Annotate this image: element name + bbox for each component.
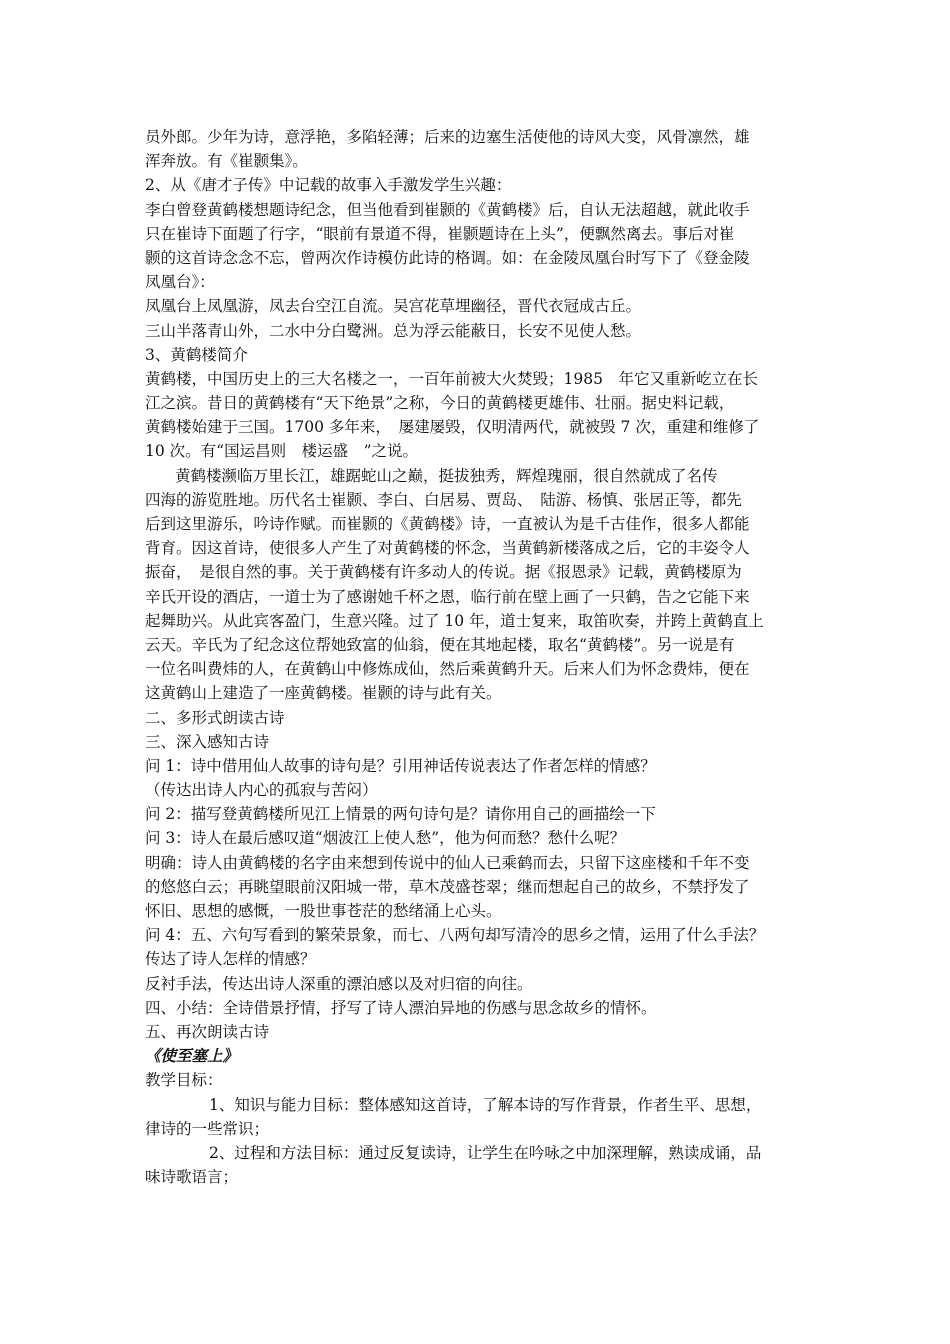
text-line: 的悠悠白云；再眺望眼前汉阳城一带，草木茂盛苍翠；继而想起自己的故乡，不禁抒发了 xyxy=(145,877,750,896)
document-page xyxy=(145,125,815,1189)
text-line: 问 1：诗中借用仙人故事的诗句是？引用神话传说表达了作者怎样的情感？ xyxy=(145,756,656,775)
text-line: 颢的这首诗念念不忘，曾两次作诗模仿此诗的格调。如：在金陵凤凰台时写下了《登金陵 xyxy=(145,248,750,267)
text-line: 云天。辛氏为了纪念这位帮她致富的仙翁，便在其地起楼，取名“黄鹤楼”。另一说是有 xyxy=(145,635,735,654)
text-line: 问 3：诗人在最后感叹道“烟波江上使人愁”，他为何而愁？愁什么呢？ xyxy=(145,829,626,848)
text-line: 四、小结：全诗借景抒情，抒写了诗人漂泊异地的伤感与思念故乡的情怀。 xyxy=(145,998,657,1017)
text-line: 浑奔放。有《崔颢集》。 xyxy=(145,152,308,171)
text-line: 黄鹤楼濒临万里长江，雄踞蛇山之巅，挺拔独秀，辉煌瑰丽，很自然就成了名传 xyxy=(175,466,718,485)
text-line: 律诗的一些常识； xyxy=(145,1119,270,1138)
text-line: 后到这里游乐，吟诗作赋。而崔颢的《黄鹤楼》诗，一直被认为是千古佳作，很多人都能 xyxy=(145,515,750,533)
text-line: 五、再次朗读古诗 xyxy=(145,1022,270,1041)
text-line: 辛氏开设的酒店，一道士为了感谢她千杯之恩，临行前在壁上画了一只鹤，告之它能下来 xyxy=(145,587,750,606)
text-line: 3、黄鹤楼简介 xyxy=(145,345,248,364)
text-line: 李白曾登黄鹤楼想题诗纪念，但当他看到崔颢的《黄鹤楼》后，自认无法超越，就此收手 xyxy=(145,200,750,219)
text-line: 员外郎。少年为诗，意浮艳，多陷轻薄；后来的边塞生活使他的诗风大变，风骨凛然，雄 xyxy=(145,128,750,146)
text-line: 明确：诗人由黄鹤楼的名字由来想到传说中的仙人已乘鹤而去，只留下这座楼和千年不变 xyxy=(145,853,750,872)
text-line: 四海的游览胜地。历代名士崔颢、李白、白居易、贾岛、 陆游、杨慎、张居正等，都先 xyxy=(145,490,742,509)
text-line: 三、深入感知古诗 xyxy=(145,732,270,751)
text-line: 背育。因这首诗，使很多人产生了对黄鹤楼的怀念，当黄鹤新楼落成之后，它的丰姿令人 xyxy=(145,539,750,558)
text-line: 怀旧、思想的感慨，一股世事苍茫的愁绪涌上心头。 xyxy=(145,902,502,920)
text-line: 反衬手法，传达出诗人深重的漂泊感以及对归宿的向往。 xyxy=(145,974,533,993)
text-line: 只在崔诗下面题了行字，“眼前有景道不得，崔颢题诗在上头”，便飘然离去。事后对崔 xyxy=(145,224,735,243)
text-line: 问 4：五、六句写看到的繁荣景象，而七、八两句却写清冷的思乡之情，运用了什么手法？ xyxy=(145,926,765,945)
text-line: 凤凰台上凤凰游，凤去台空江自流。吴宫花草埋幽径，晋代衣冠成古丘。 xyxy=(145,297,642,316)
text-line: 黄鹤楼始建于三国。1700 多年来， 屡建屡毁，仅明清两代，就被毁 7 次，重建和维修了 xyxy=(145,418,760,437)
text-line: 起舞助兴。从此宾客盈门，生意兴隆。过了 10 年，道士复来，取笛吹奏，并跨上黄鹤直上 xyxy=(145,611,764,630)
text-line: 一位名叫费炜的人，在黄鹤山中修炼成仙，然后乘黄鹤升天。后来人们为怀念费炜，便在 xyxy=(145,660,750,679)
text-line: 振奋， 是很自然的事。关于黄鹤楼有许多动人的传说。据《报恩录》记载，黄鹤楼原为 xyxy=(145,563,742,582)
text-line: 10 次。有“国运昌则 楼运盛 ”之说。 xyxy=(145,442,418,461)
text-line: （传达出诗人内心的孤寂与苦闷） xyxy=(145,781,378,800)
text-line: 2、过程和方法目标：通过反复读诗，让学生在吟咏之中加深理解，熟读成诵，品 xyxy=(209,1143,762,1162)
text-line: 问 2：描写登黄鹤楼所见江上情景的两句诗句是？请你用自己的画描绘一下 xyxy=(145,805,656,824)
text-line: 二、多形式朗读古诗 xyxy=(145,708,285,727)
text-line: 1、知识与能力目标：整体感知这首诗，了解本诗的写作背景，作者生平、思想， xyxy=(209,1095,762,1114)
text-line: 这黄鹤山上建造了一座黄鹤楼。崔颢的诗与此有关。 xyxy=(145,684,502,703)
text-line: 教学目标： xyxy=(145,1071,223,1090)
text-line: 2、从《唐才子传》中记载的故事入手激发学生兴趣： xyxy=(145,176,512,195)
text-line: 凤凰台》： xyxy=(145,273,215,292)
text-line: 味诗歌语言； xyxy=(145,1168,239,1187)
section-title: 《使至塞上》 xyxy=(145,1046,239,1066)
text-line: 黄鹤楼，中国历史上的三大名楼之一，一百年前被大火焚毁；1985 年它又重新屹立在长 xyxy=(145,369,758,388)
text-line: 三山半落青山外，二水中分白鹭洲。总为浮云能蔽日，长安不见使人愁。 xyxy=(145,321,642,340)
text-line: 江之滨。昔日的黄鹤楼有“天下绝景”之称，今日的黄鹤楼更雄伟、壮丽。据史料记载， xyxy=(145,394,735,413)
text-line: 传达了诗人怎样的情感？ xyxy=(145,950,316,969)
